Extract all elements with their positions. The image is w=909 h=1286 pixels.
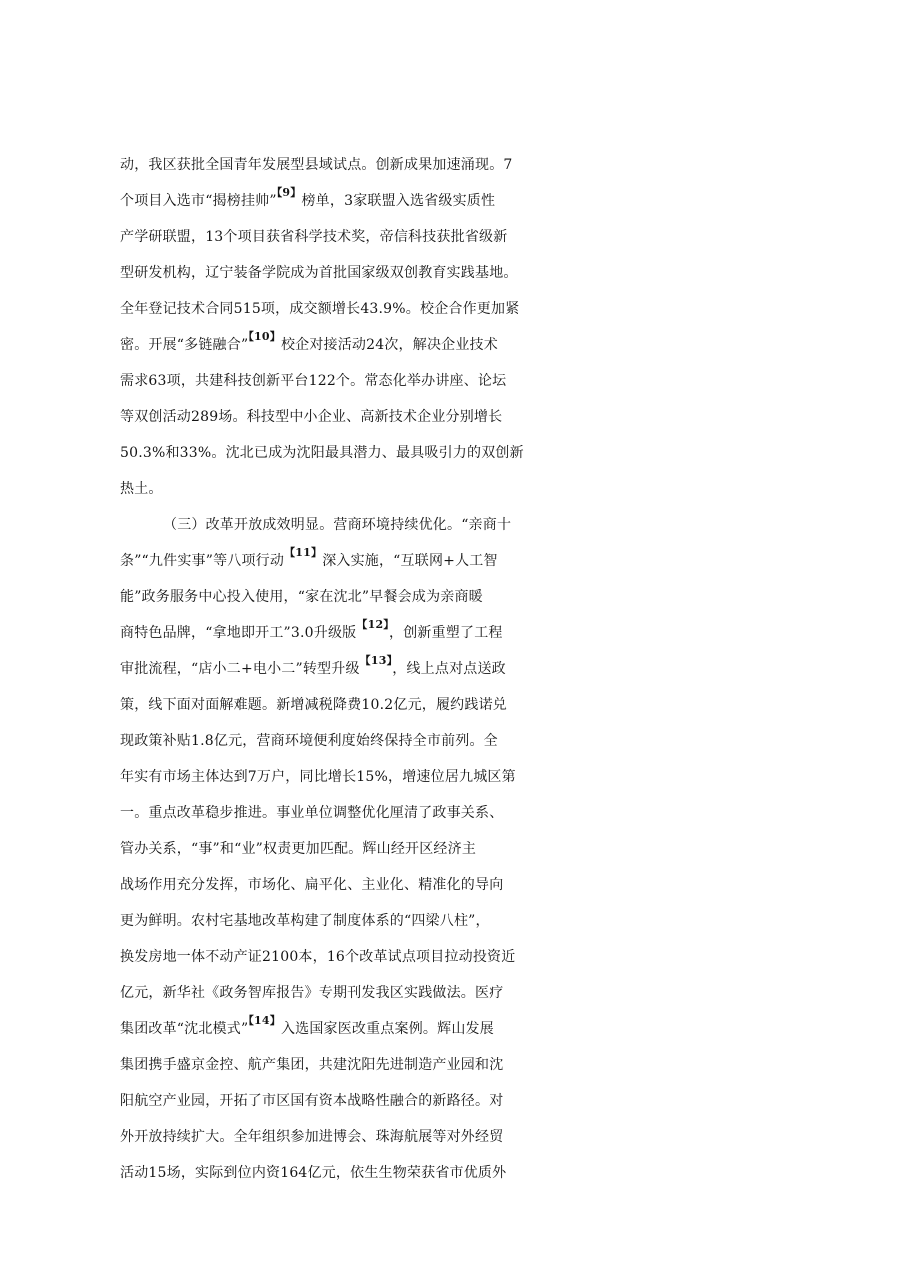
line-text: 集团改革“沈北模式” (120, 1021, 249, 1037)
text-line (120, 1011, 820, 1047)
text-line (120, 183, 820, 219)
text-line: 管办关系，“事”和“业”权责更加匹配。辉山经开区经济主 (120, 841, 477, 857)
text-line: 集团携手盛京金控、航产集团，共建沈阳先进制造产业园和沈 (120, 1057, 504, 1073)
footnote-ref: 【13】 (359, 654, 393, 667)
text-line: 需求63项，共建科技创新平台122个。常态化举办讲座、论坛 (120, 373, 507, 389)
text-line: 一。重点改革稳步推进。事业单位调整优化厘清了政事关系、 (120, 805, 504, 821)
text-line: 能”政务服务中心投入使用，“家在沈北”早餐会成为亲商暖 (120, 589, 483, 605)
text-line: 亿元，新华社《政务智库报告》专期刊发我区实践做法。医疗 (120, 985, 504, 1001)
text-line: 战场作用充分发挥，市场化、扁平化、主业化、精准化的导向 (120, 877, 504, 893)
line-text: 审批流程，“店小二+电小二”转型升级 (120, 661, 360, 677)
line-text: ，创新重塑了工程 (389, 625, 503, 641)
text-line: 外开放持续扩大。全年组织参加进博会、珠海航展等对外经贸 (120, 1129, 504, 1145)
footnote-ref: 【12】 (356, 618, 389, 631)
text-line (120, 651, 820, 687)
text-line: 型研发机构，辽宁装备学院成为首批国家级双创教育实践基地。 (120, 265, 518, 281)
text-line (120, 615, 820, 651)
document-body (120, 147, 820, 1191)
text-line: 换发房地一体不动产证2100本，16个改革试点项目拉动投资近 (120, 949, 516, 965)
line-text: 密。开展“多链融合” (120, 337, 249, 353)
text-line: 更为鲜明。农村宅基地改革构建了制度体系的“四梁八柱”， (120, 913, 490, 929)
footnote-ref: 【9】 (276, 186, 302, 199)
footnote-ref: 【10】 (248, 330, 281, 343)
footnote-ref: 【11】 (284, 546, 323, 559)
line-text: 深入实施，“互联网+人工智 (322, 553, 498, 569)
text-line (120, 543, 820, 579)
text-line: 年实有市场主体达到7万户，同比增长15%，增速位居九城区第 (120, 769, 516, 785)
line-text: 入选国家医改重点案例。辉山发展 (280, 1021, 494, 1037)
footnote-ref: 【14】 (248, 1014, 281, 1027)
line-text: 条”“九件实事”等八项行动 (120, 553, 285, 569)
line-text: 榜单，3家联盟入选省级实质性 (301, 193, 496, 209)
line-text: ，线上点对点送政 (392, 661, 506, 677)
text-line: 动，我区获批全国青年发展型县域试点。创新成果加速涌现。7 (120, 157, 513, 173)
text-line: 全年登记技术合同515项，成交额增长43.9%。校企合作更加紧 (120, 301, 520, 317)
line-text: 校企对接活动24次，解决企业技术 (280, 337, 498, 353)
line-text: 个项目入选市“揭榜挂帅” (120, 193, 277, 209)
text-line: 50.3%和33%。沈北已成为沈阳最具潜力、最具吸引力的双创新 (120, 445, 524, 461)
text-line: 产学研联盟，13个项目获省科学技术奖，帝信科技获批省级新 (120, 229, 508, 245)
text-line: 阳航空产业园，开拓了市区国有资本战略性融合的新路径。对 (120, 1093, 504, 1109)
line-text: 商特色品牌，“拿地即开工”3.0升级版 (120, 625, 357, 641)
text-line: 活动15场，实际到位内资164亿元，依生生物荣获省市优质外 (120, 1165, 507, 1181)
text-line: 现政策补贴1.8亿元，营商环境便利度始终保持全市前列。全 (120, 733, 498, 749)
text-line: 策，线下面对面解难题。新增减税降费10.2亿元，履约践诺兑 (120, 697, 507, 713)
text-line (120, 327, 820, 363)
text-line: 等双创活动289场。科技型中小企业、高新技术企业分别增长 (120, 409, 503, 425)
text-line: 热土。 (120, 481, 163, 497)
section-heading-line: （三）改革开放成效明显。营商环境持续优化。“亲商十 (163, 517, 512, 533)
